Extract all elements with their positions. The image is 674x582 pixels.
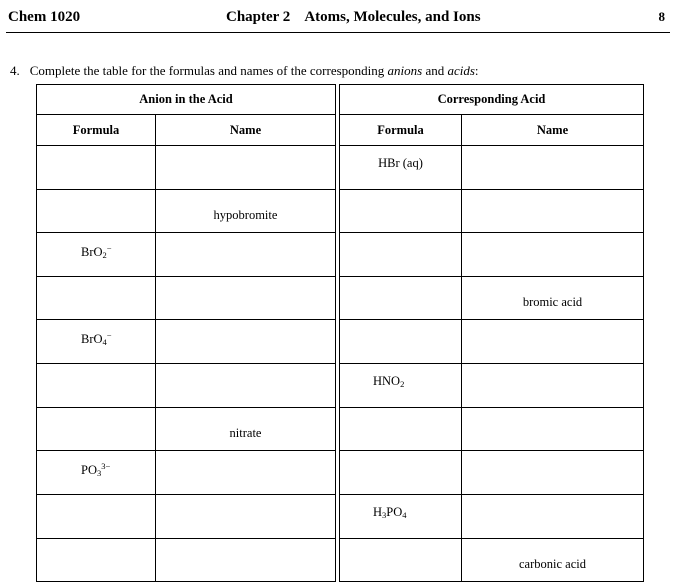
anion-formula-cell [37,190,156,233]
table-row [37,364,644,408]
table-row [37,495,644,539]
formula-subscript: 4 [402,510,407,520]
acid-name-cell [462,364,644,408]
anion-name-cell [156,233,336,277]
acid-name-cell [462,451,644,495]
acid-formula-cell [340,495,462,539]
group-header-row [37,85,644,115]
question-prompt [10,63,479,79]
formula-base: BrO [81,245,103,259]
acid-formula-cell [340,364,462,408]
formula-subscript: 4 [102,337,107,347]
table-row [37,408,644,451]
acid-formula-cell [340,320,462,364]
question-conjunction: and [422,63,448,78]
table-row [37,320,644,364]
col-header-acid-name: Name [462,115,644,146]
anion-name-cell [156,539,336,582]
table-row [37,146,644,190]
formula-charge: 3− [101,461,111,471]
acid-formula-cell [340,408,462,451]
anion-name-cell [156,495,336,539]
header-rule [6,32,670,33]
formula-subscript: 2 [400,379,405,389]
acid-name-cell [462,233,644,277]
formula-element: HNO [373,374,401,388]
group-header-acid: Corresponding Acid [340,85,644,115]
formula-subscript: 2 [102,250,107,260]
acid-name-cell: bromic acid [462,277,644,320]
anion-formula [81,245,112,259]
formula-element: H [373,505,383,519]
acid-name-cell [462,146,644,190]
formula-subscript: 3 [382,510,387,520]
page-header [8,9,669,33]
acid-name-cell [462,408,644,451]
acid-formula [373,374,404,388]
formula-base: BrO [81,332,103,346]
anion-formula-cell [37,451,156,495]
chapter-heading [226,9,481,26]
anion-formula-cell [37,364,156,408]
acid-name-cell [462,320,644,364]
acid-formula-cell [340,233,462,277]
anion-formula-cell [37,408,156,451]
page-number: 8 [658,9,665,24]
col-header-anion-name: Name [156,115,336,146]
anion-name-cell [156,277,336,320]
acid-formula-cell [340,190,462,233]
chapter-title: Atoms, Molecules, and Ions [304,9,481,25]
formula-charge: − [106,243,112,253]
table-row [37,277,644,320]
acid-name-cell [462,495,644,539]
anion-formula-cell [37,277,156,320]
course-name: Chem 1020 [8,9,81,25]
anion-formula [81,463,110,477]
anion-formula-cell [37,539,156,582]
anion-name-cell: hypobromite [156,190,336,233]
chapter-number: Chapter 2 [226,9,291,25]
question-colon: : [474,63,479,78]
acid-formula-cell [340,539,462,582]
acid-formula-cell [340,277,462,320]
anion-formula-cell [37,233,156,277]
anion-formula [81,332,112,346]
column-header-row [37,115,644,146]
anion-formula-cell [37,146,156,190]
table-row [37,451,644,495]
question-emphasis-anions: anions [387,63,423,78]
anion-name-cell [156,320,336,364]
formula-base: PO [81,463,97,477]
formula-element: PO [386,505,403,519]
anion-name-cell: nitrate [156,408,336,451]
table-row [37,190,644,233]
formula-subscript: 3 [96,468,102,478]
anion-formula-cell [37,320,156,364]
acid-formula [373,505,407,519]
question-number: 4. [10,63,20,78]
table-row [37,233,644,277]
question-text: Complete the table for the formulas and names of the corresponding [29,63,388,78]
col-header-anion-formula: Formula [37,115,156,146]
anion-name-cell [156,146,336,190]
anion-formula-cell [37,495,156,539]
question-emphasis-acids: acids [447,63,475,78]
acid-formula-cell [340,451,462,495]
acid-name-cell: carbonic acid [462,539,644,582]
anion-acid-table [36,84,644,582]
acid-name-cell [462,190,644,233]
acid-formula-cell: HBr (aq) [340,146,462,190]
table-row [37,539,644,582]
group-header-anion: Anion in the Acid [37,85,336,115]
anion-name-cell [156,364,336,408]
anion-name-cell [156,451,336,495]
col-header-acid-formula: Formula [340,115,462,146]
formula-charge: − [106,330,112,340]
